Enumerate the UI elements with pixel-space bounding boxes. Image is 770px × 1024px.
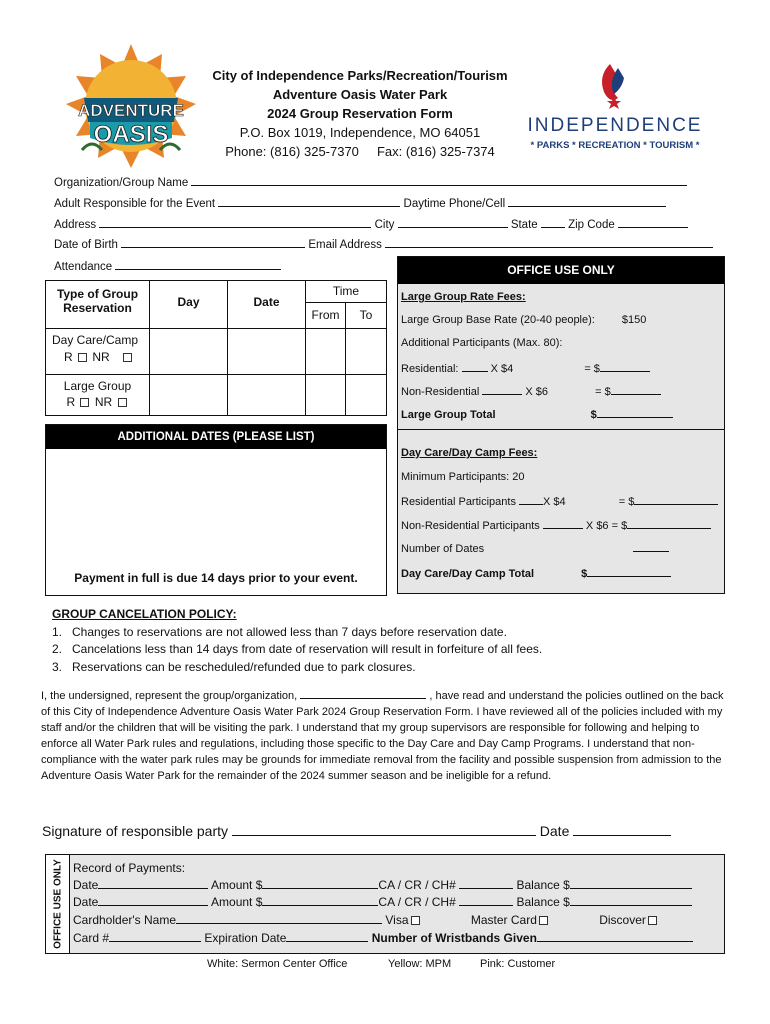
largegroup-day-cell[interactable] bbox=[150, 375, 228, 415]
mastercard-checkbox[interactable] bbox=[539, 916, 548, 925]
header-from: From bbox=[306, 303, 346, 329]
header-line-4: P.O. Box 1019, Independence, MO 64051 bbox=[239, 125, 481, 140]
additional-dates-area[interactable] bbox=[46, 449, 386, 569]
cardholder-row: Cardholder's Name Visa Master Card Discover bbox=[73, 913, 659, 927]
daycare-r-checkbox[interactable] bbox=[78, 353, 87, 362]
attendance-input[interactable] bbox=[115, 259, 281, 270]
daycare-to-cell[interactable] bbox=[346, 329, 386, 375]
base-rate-row bbox=[401, 314, 646, 326]
independence-wordmark: INDEPENDENCE bbox=[527, 115, 703, 136]
largegroup-r-label: R bbox=[66, 395, 76, 409]
zip-label: Zip Code bbox=[568, 219, 615, 231]
dc-nonres-row: Non-Residential Participants X $6 = $ bbox=[401, 518, 711, 532]
attendance-label: Attendance bbox=[54, 261, 113, 273]
daycare-r-label: R bbox=[64, 350, 73, 364]
lg-total-row: Large Group Total $ bbox=[401, 407, 673, 421]
adult-input[interactable] bbox=[218, 196, 400, 207]
office-title: OFFICE USE ONLY bbox=[398, 257, 724, 284]
address-input[interactable] bbox=[99, 217, 371, 228]
reservation-table bbox=[45, 280, 387, 416]
header-line-3: 2024 Group Reservation Form bbox=[267, 106, 453, 121]
base-rate-price: $150 bbox=[621, 314, 647, 326]
independence-logo bbox=[512, 58, 722, 158]
address-label: Address bbox=[54, 219, 97, 231]
dc-res-count[interactable] bbox=[519, 494, 543, 505]
signature-input[interactable] bbox=[232, 822, 536, 836]
policy-item: 2. Cancelations less than 14 days from date of reservation will result in forfeiture of all fees. bbox=[52, 642, 543, 656]
footer-pink: Pink: Customer bbox=[480, 958, 556, 970]
largegroup-label: Large Group bbox=[63, 379, 132, 393]
daytime-input[interactable] bbox=[508, 196, 666, 207]
daytime-label: Daytime Phone/Cell bbox=[403, 198, 506, 210]
agreement-text-after: , have read and understand the policies outlined on the back of this City of Independence Adventure Oasis Water Park 2024 Group Reservation Form. I have reviewed all of the policies included with my staff and/or the children that will be visiting the park. I understand that my group supervisors are responsible for following and helping to enforce all Water Park rules and regulations, including those specific to the Day Care and Day Camp Programs. I understand that non-compliance with the water park rules may be grounds for immediate removal from the facility and possible suspension from admission to the Adventure Oasis Water Park for the remainder of the 2024 summer season and be ineligible for a refund. bbox=[41, 690, 724, 782]
residential-row: Residential: X $4 = $ bbox=[401, 361, 650, 375]
org-label: Organization/Group Name bbox=[54, 177, 189, 189]
payments-title: Record of Payments: bbox=[73, 861, 186, 875]
row-address bbox=[54, 217, 688, 231]
payment-note: Payment in full is due 14 days prior to your event. bbox=[74, 571, 358, 585]
state-label: State bbox=[510, 219, 538, 231]
daycare-label: Day Care/Camp bbox=[52, 333, 139, 347]
min-participants: Minimum Participants: 20 bbox=[401, 471, 525, 483]
signature-row bbox=[42, 822, 671, 839]
additional-label: Additional Participants (Max. 80): bbox=[401, 337, 563, 349]
city-label: City bbox=[374, 219, 395, 231]
row-adult bbox=[54, 196, 666, 210]
logo-word-oasis: OASIS bbox=[93, 121, 169, 148]
row-daycare bbox=[46, 329, 150, 375]
header-date: Date bbox=[228, 281, 306, 329]
dc-res-total[interactable] bbox=[634, 494, 718, 505]
largegroup-nr-label: NR bbox=[94, 395, 113, 409]
zip-input[interactable] bbox=[618, 217, 688, 228]
additional-dates-box bbox=[45, 424, 387, 596]
payments-box bbox=[45, 854, 725, 954]
agreement-org-input[interactable] bbox=[300, 689, 426, 699]
nonres-total[interactable] bbox=[611, 384, 661, 395]
largegroup-date-cell[interactable] bbox=[228, 375, 306, 415]
agreement-paragraph bbox=[41, 688, 733, 784]
email-input[interactable] bbox=[385, 237, 713, 248]
dob-input[interactable] bbox=[121, 237, 305, 248]
header-to: To bbox=[346, 303, 386, 329]
adult-label: Adult Responsible for the Event bbox=[54, 198, 216, 210]
email-label: Email Address bbox=[308, 239, 382, 251]
org-input[interactable] bbox=[191, 175, 687, 186]
dc-nonres-count[interactable] bbox=[543, 518, 583, 529]
header-type: Type of Group Reservation bbox=[46, 281, 150, 329]
daycare-nr-checkbox[interactable] bbox=[123, 353, 132, 362]
row-largegroup bbox=[46, 375, 150, 415]
footer-yellow: Yellow: MPM bbox=[388, 958, 452, 970]
dc-fees-title: Day Care/Day Camp Fees: bbox=[401, 447, 538, 459]
agreement-text-before: I, the undersigned, represent the group/organization, bbox=[41, 690, 301, 702]
office-use-box bbox=[397, 256, 725, 594]
payment-row: Date Amount $ CA / CR / CH# Balance $ bbox=[73, 895, 692, 909]
largegroup-to-cell[interactable] bbox=[346, 375, 386, 415]
signature-label: Signature of responsible party bbox=[42, 823, 228, 839]
payments-side-label: OFFICE USE ONLY bbox=[46, 855, 70, 953]
row-attendance bbox=[54, 259, 281, 273]
header-block bbox=[200, 66, 520, 161]
signature-date-label: Date bbox=[539, 823, 570, 839]
discover-checkbox[interactable] bbox=[648, 916, 657, 925]
daycare-day-cell[interactable] bbox=[150, 329, 228, 375]
residential-total[interactable] bbox=[600, 361, 650, 372]
num-dates-input[interactable] bbox=[633, 541, 669, 552]
header-line-2: Adventure Oasis Water Park bbox=[272, 87, 448, 102]
nonres-row: Non-Residential X $6 = $ bbox=[401, 384, 661, 398]
largegroup-from-cell[interactable] bbox=[306, 375, 346, 415]
daycare-date-cell[interactable] bbox=[228, 329, 306, 375]
largegroup-nr-checkbox[interactable] bbox=[118, 398, 127, 407]
payment-row: Date Amount $ CA / CR / CH# Balance $ bbox=[73, 878, 692, 892]
dc-res-row: Residential Participants X $4 = $ bbox=[401, 494, 718, 508]
row-dob bbox=[54, 237, 713, 251]
large-fees-title: Large Group Rate Fees: bbox=[401, 291, 526, 303]
signature-date-input[interactable] bbox=[573, 822, 671, 836]
state-input[interactable] bbox=[541, 217, 565, 228]
daycare-nr-label: NR bbox=[92, 350, 110, 364]
dc-total-input[interactable] bbox=[587, 566, 671, 577]
dob-label: Date of Birth bbox=[54, 239, 118, 251]
policy-title: GROUP CANCELATION POLICY: bbox=[52, 607, 237, 621]
additional-dates-title: ADDITIONAL DATES (PLEASE LIST) bbox=[46, 425, 386, 449]
nonres-count[interactable] bbox=[482, 384, 522, 395]
logo-word-adventure: ADVENTURE bbox=[78, 101, 184, 120]
lg-total-input[interactable] bbox=[597, 407, 673, 418]
largegroup-r-checkbox[interactable] bbox=[80, 398, 89, 407]
base-rate-label: Large Group Base Rate (20-40 people): bbox=[401, 314, 595, 326]
policy-item: 3. Reservations can be rescheduled/refunded due to park closures. bbox=[52, 659, 416, 674]
residential-count[interactable] bbox=[462, 361, 488, 372]
visa-checkbox[interactable] bbox=[411, 916, 420, 925]
flame-icon bbox=[602, 64, 624, 109]
card-row: Card # Expiration Date Number of Wristbands Given bbox=[73, 931, 693, 945]
city-input[interactable] bbox=[398, 217, 508, 228]
daycare-from-cell[interactable] bbox=[306, 329, 346, 375]
num-dates-row: Number of Dates bbox=[401, 541, 669, 555]
independence-tagline: * PARKS * RECREATION * TOURISM * bbox=[530, 140, 700, 151]
dc-total-row: Day Care/Day Camp Total $ bbox=[401, 566, 671, 580]
policy-item: 1. Changes to reservations are not allowed less than 7 days before reservation date. bbox=[52, 624, 507, 639]
header-time: Time bbox=[306, 281, 386, 303]
adventure-oasis-logo bbox=[62, 42, 200, 172]
row-org bbox=[54, 175, 687, 189]
header-day: Day bbox=[150, 281, 228, 329]
header-line-5: Phone: (816) 325-7370 Fax: (816) 325-7374 bbox=[225, 144, 495, 159]
cancelation-policy bbox=[52, 606, 542, 676]
dc-nonres-total[interactable] bbox=[627, 518, 711, 529]
wristbands-input[interactable] bbox=[537, 931, 693, 942]
footer-white: White: Sermon Center Office bbox=[207, 958, 348, 970]
header-line-1: City of Independence Parks/Recreation/Tourism bbox=[212, 68, 508, 83]
